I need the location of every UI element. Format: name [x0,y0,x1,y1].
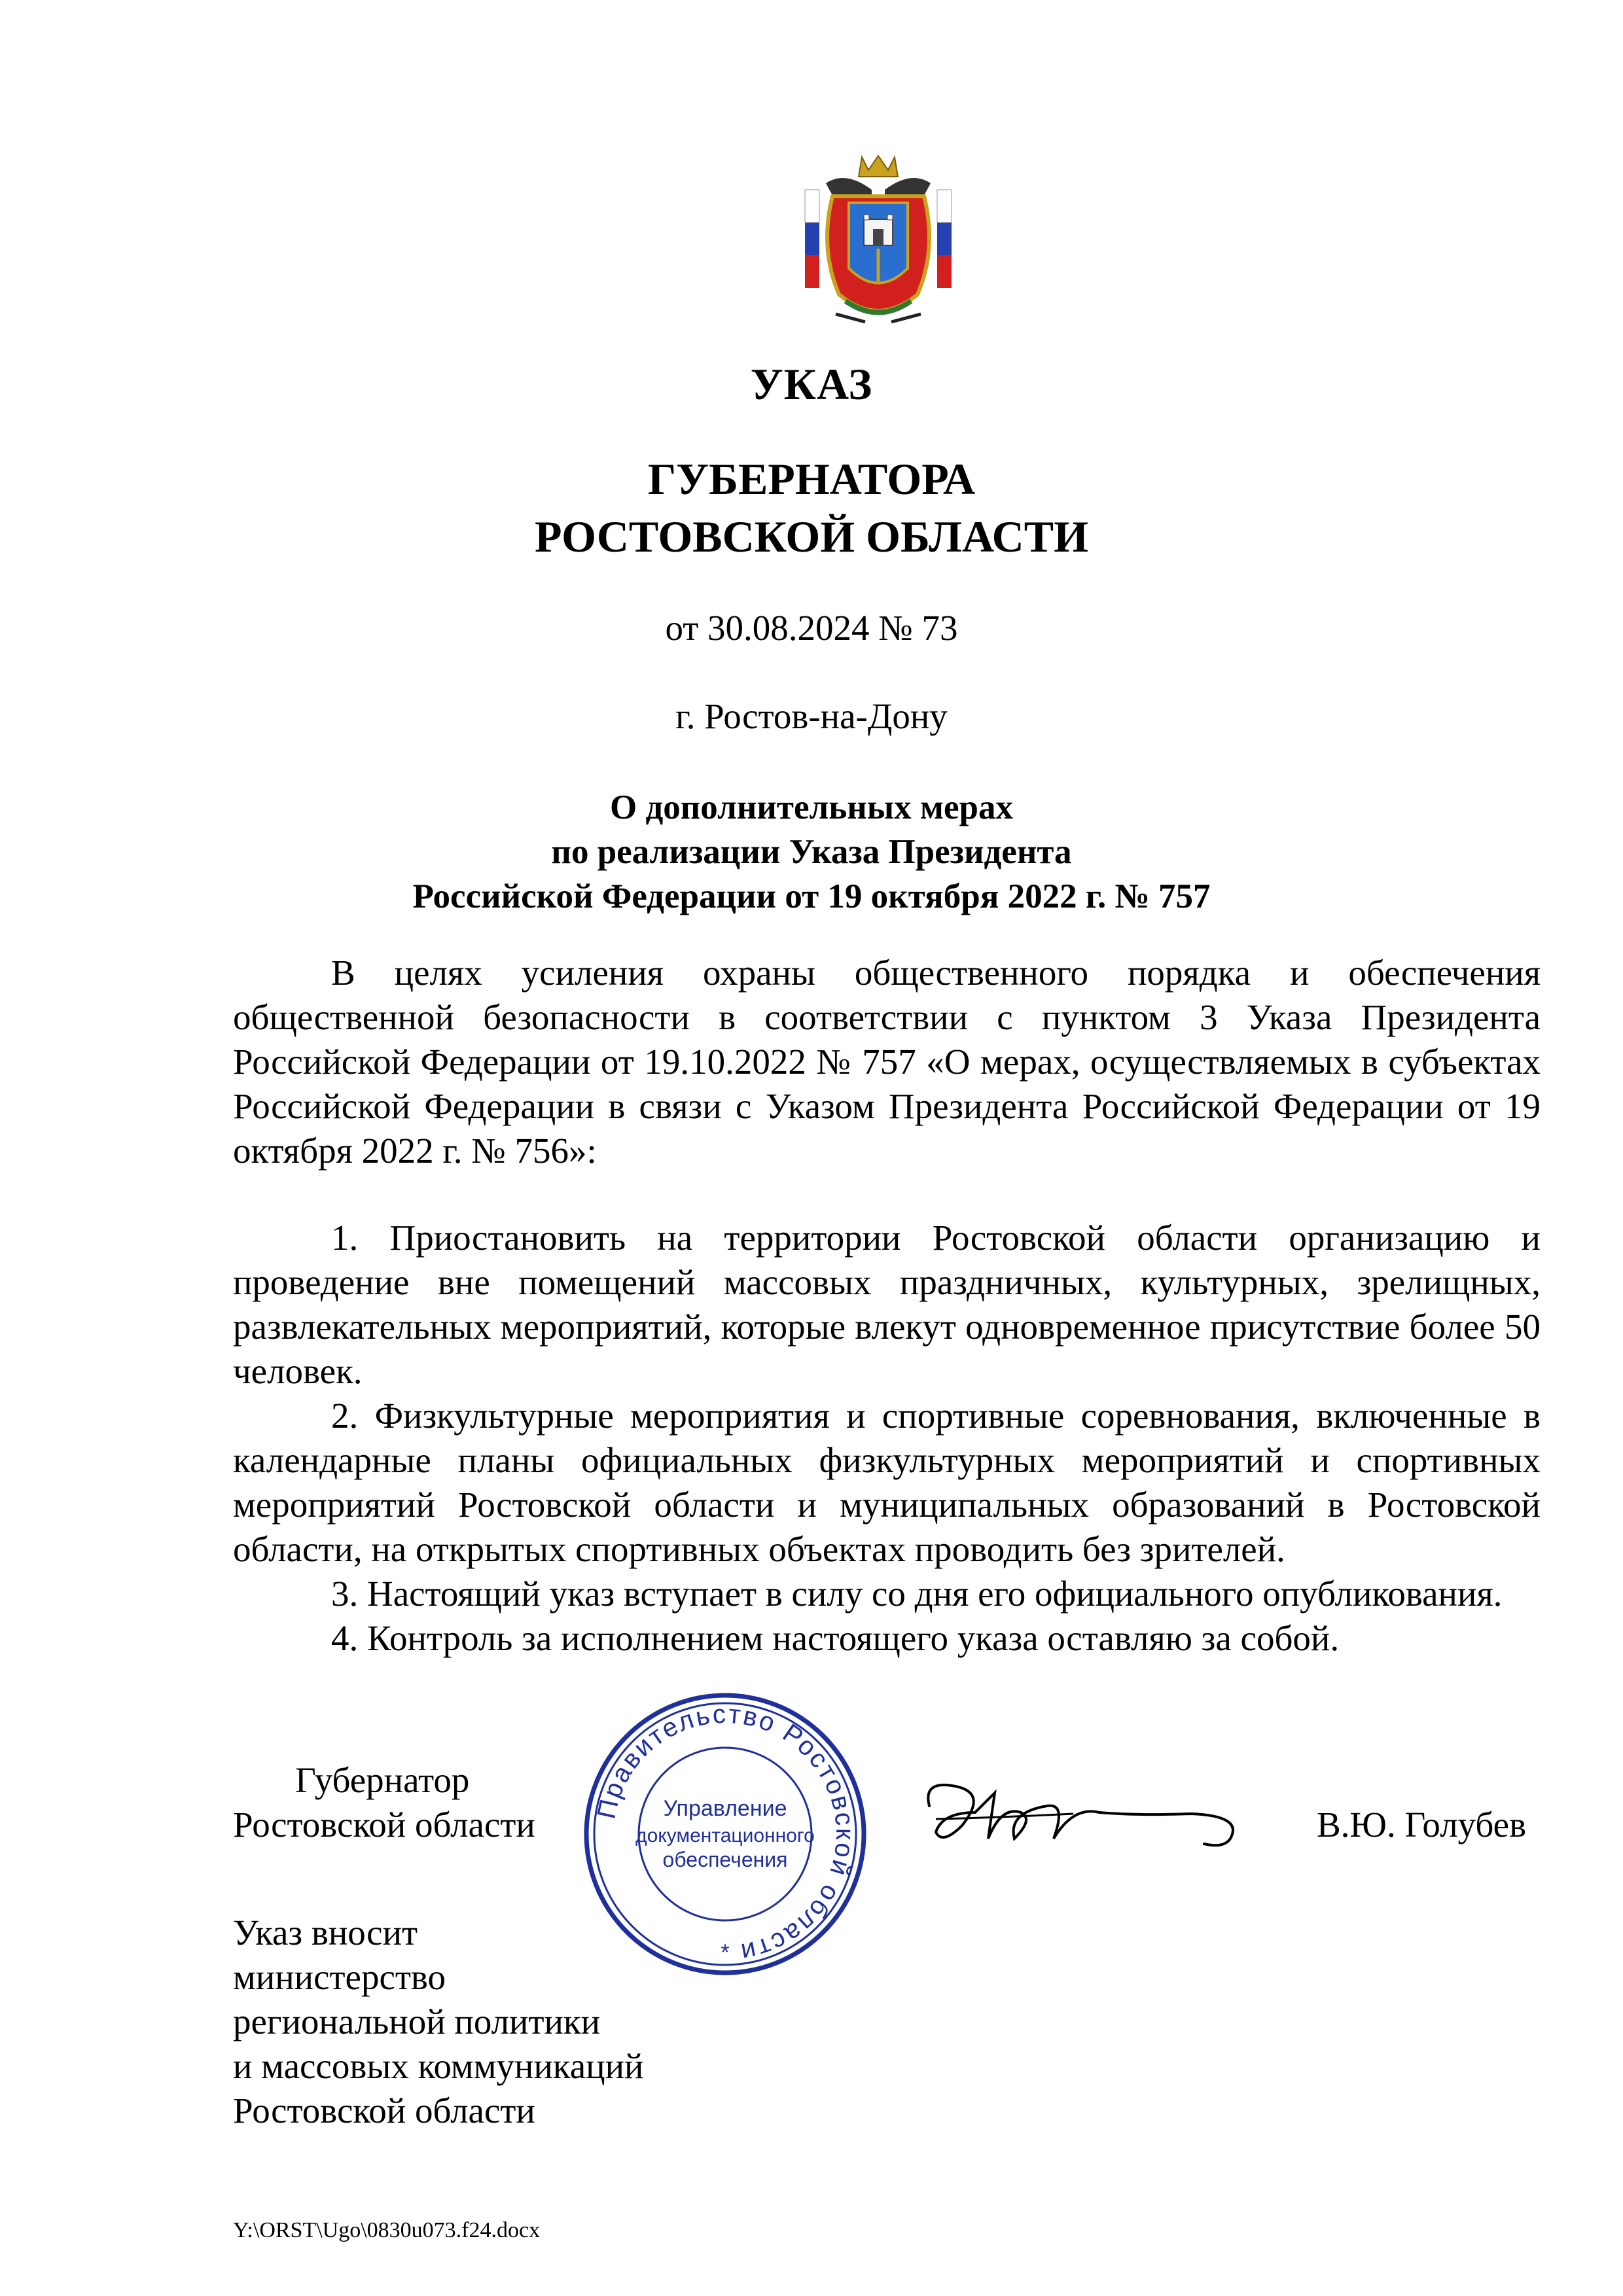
issuing-authority [0,450,1623,565]
decree-subject [0,785,1623,919]
seal-ring-text: Правительство Ростовской области [592,1699,860,1968]
subject-line-2: по реализации Указа Президента [551,833,1072,871]
subject-line-1: О дополнительных мерах [609,788,1014,826]
decree-item-2: 2. Физкультурные мероприятия и спортивные соревнования, включенные в календарные планы официальных физкультурных мероприятий и спортивных мероприятий Ростовской области и муниципальных образований в Ростовской области, на открытых спортивных объектах проводить без зрителей. [233,1396,1541,1569]
introduced-line-2: министерство [233,1957,446,1997]
position-line-2: Ростовской области [233,1805,535,1845]
introduced-line-1: Указ вносит [233,1913,418,1952]
decree-items [233,1216,1541,1661]
file-path-footer: Y:\ORST\Ugo\0830u073.f24.docx [233,2218,541,2242]
date-and-number: от 30.08.2024 № 73 [665,608,958,648]
introduced-line-3: региональной политики [233,2002,601,2041]
authority-line-1: ГУБЕРНАТОРА [647,454,976,504]
handwritten-signature [916,1767,1257,1865]
city: г. Ростов-на-Дону [675,696,948,736]
signatory-position [233,1758,535,1847]
signatory-name: В.Ю. Голубев [1317,1805,1527,1845]
introduced-line-5: Ростовской области [233,2091,535,2130]
authority-line-2: РОСТОВСКОЙ ОБЛАСТИ [534,512,1089,561]
document-type-title: УКАЗ [750,359,873,409]
decree-item-4: 4. Контроль за исполнением настоящего указа оставляю за собой. [331,1618,1340,1658]
introduced-by-block [233,1911,643,2133]
decree-item-1: 1. Приостановить на территории Ростовской области организацию и проведение вне помещений массовых праздничных, культурных, зрелищных, развлекательных мероприятий, которые влекут одновременное присутствие более 50 человек. [233,1218,1541,1391]
preamble-text: В целях усиления охраны общественного порядка и обеспечения общественной безопасности в соответствии с пунктом 3 Указа Президента Российской Федерации от 19.10.2022 № 757 «О мерах, осуществляемых в субъектах Российской Федерации в связи с Указом Президента Российской Федерации от 19 октября 2022 г. № 756»: [233,953,1541,1171]
introduced-line-4: и массовых коммуникаций [233,2046,644,2086]
preamble [233,951,1541,1173]
seal-center-line-2: документационного [635,1825,815,1846]
decree-item-3: 3. Настоящий указ вступает в силу со дня его официального опубликования. [331,1574,1503,1614]
seal-star-icon: * [721,1940,730,1965]
seal-center-line-1: Управление [663,1796,787,1821]
coat-of-arms-emblem [800,150,957,334]
seal-center-line-3: обеспечения [662,1848,788,1871]
subject-line-3: Российской Федерации от 19 октября 2022 г. № 757 [412,877,1211,915]
position-line-1: Губернатор [295,1760,470,1800]
